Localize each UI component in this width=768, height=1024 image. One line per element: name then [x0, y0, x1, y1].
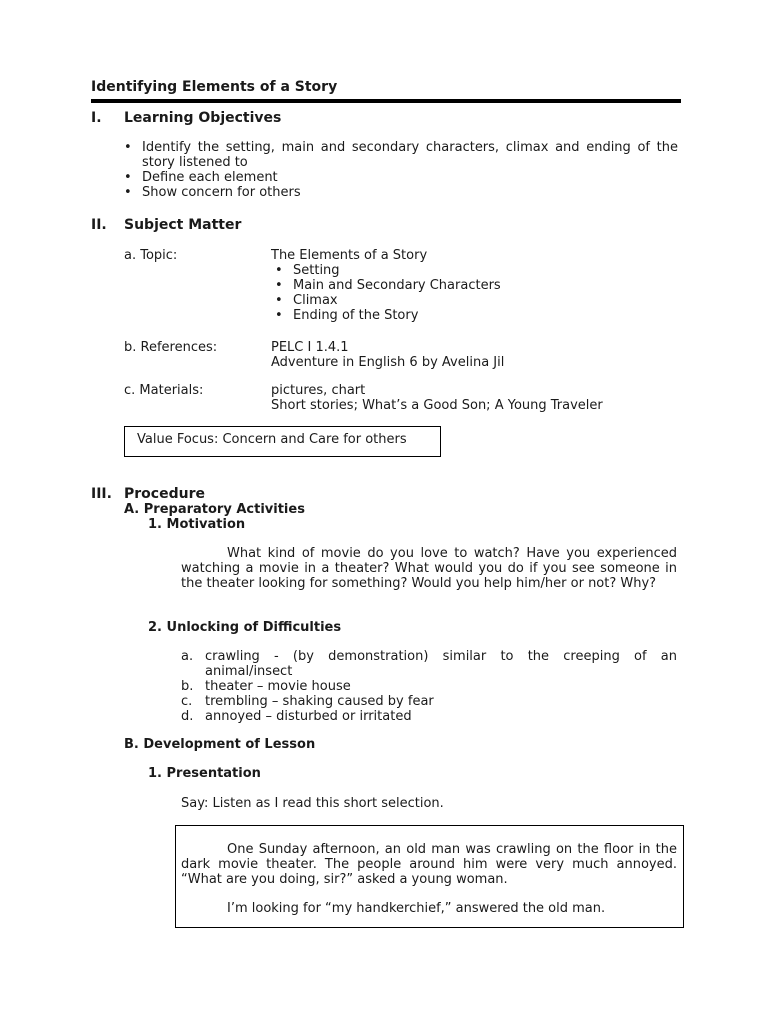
- list-marker: b.: [181, 679, 194, 694]
- preparatory-activities-heading: A. Preparatory Activities: [124, 502, 305, 517]
- references-line-1: PELC I 1.4.1: [271, 340, 349, 355]
- topic-label: a. Topic:: [124, 248, 178, 263]
- section-2-numeral: II.: [91, 217, 107, 233]
- document-title: Identifying Elements of a Story: [91, 79, 338, 95]
- topic-value: The Elements of a Story: [271, 248, 428, 263]
- list-item: [181, 694, 677, 709]
- list-item: • Climax: [275, 293, 675, 308]
- section-1-heading: Learning Objectives: [124, 110, 282, 126]
- say-instruction: Say: Listen as I read this short selection.: [181, 796, 444, 811]
- list-marker: d.: [181, 709, 194, 724]
- list-marker: c.: [181, 694, 193, 709]
- story-paragraph-2: I’m looking for “my handkerchief,” answered the old man.: [227, 901, 606, 916]
- materials-label: c. Materials:: [124, 383, 204, 398]
- objectives-list: [124, 140, 678, 200]
- unlocking-difficulties-heading: 2. Unlocking of Difficulties: [148, 620, 342, 635]
- materials-line-1: pictures, chart: [271, 383, 366, 398]
- vocabulary-list: [181, 649, 677, 724]
- section-1-numeral: I.: [91, 110, 102, 126]
- story-paragraph-1: One Sunday afternoon, an old man was crawling on the floor in the dark movie theater. The people around him were very much annoyed. “What are you doing, sir?” asked a young woman.: [181, 842, 677, 887]
- topic-elements-list: [275, 263, 675, 323]
- references-label: b. References:: [124, 340, 218, 355]
- list-item: • Setting: [275, 263, 675, 278]
- list-item-text: trembling – shaking caused by fear: [205, 694, 434, 709]
- story-box: [175, 825, 684, 928]
- development-of-lesson-heading: B. Development of Lesson: [124, 737, 316, 752]
- list-item: • Show concern for others: [124, 185, 678, 200]
- materials-line-2: Short stories; What’s a Good Son; A Young Traveler: [271, 398, 603, 413]
- section-3-numeral: III.: [91, 486, 112, 502]
- list-marker: a.: [181, 649, 194, 664]
- list-item-text: annoyed – disturbed or irritated: [205, 709, 412, 724]
- value-focus-box: [124, 426, 441, 457]
- motivation-heading: 1. Motivation: [148, 517, 246, 532]
- title-rule: [91, 99, 681, 103]
- section-2-heading: Subject Matter: [124, 217, 242, 233]
- list-item: • Define each element: [124, 170, 678, 185]
- list-item: [181, 649, 677, 679]
- value-focus-text: Value Focus: Concern and Care for others: [137, 432, 407, 447]
- section-3-heading: Procedure: [124, 486, 205, 502]
- list-item-text: theater – movie house: [205, 679, 351, 694]
- references-line-2: Adventure in English 6 by Avelina Jil: [271, 355, 505, 370]
- presentation-heading: 1. Presentation: [148, 766, 261, 781]
- list-item: • Main and Secondary Characters: [275, 278, 675, 293]
- list-item: • Identify the setting, main and secondary characters, climax and ending of the story listened to: [124, 140, 678, 170]
- list-item: [181, 679, 677, 694]
- list-item-text: crawling - (by demonstration) similar to the creeping of an animal/insect: [205, 649, 677, 679]
- motivation-paragraph: What kind of movie do you love to watch? Have you experienced watching a movie in a theater? What would you do if you see someone in the theater looking for something? Would you help him/her or not? Why?: [181, 546, 677, 591]
- list-item: • Ending of the Story: [275, 308, 675, 323]
- list-item: [181, 709, 677, 724]
